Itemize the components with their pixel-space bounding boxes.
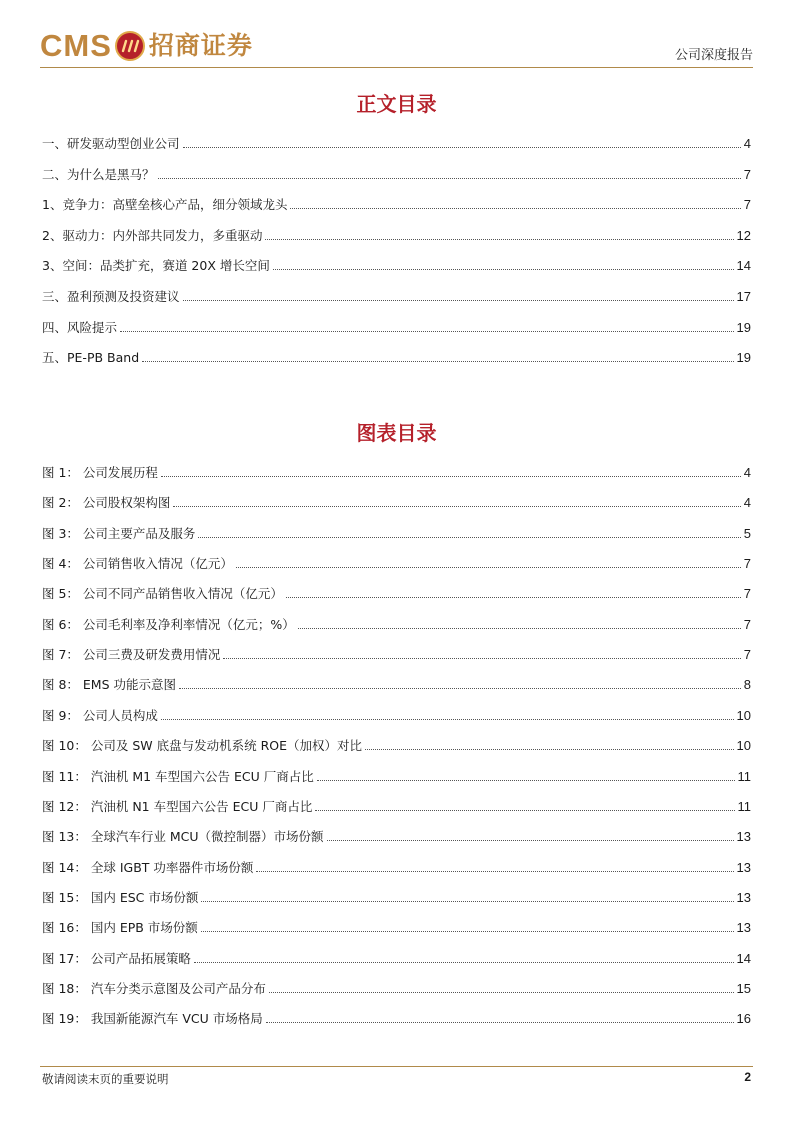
- figure-toc-entry[interactable]: [42, 1008, 751, 1028]
- figure-toc-entry-page: 10: [736, 707, 751, 723]
- figure-toc-entry[interactable]: [42, 766, 751, 786]
- figure-toc-entry-page: 13: [736, 889, 751, 905]
- text-toc-entry-page: 7: [743, 197, 751, 213]
- text-toc-entry[interactable]: [42, 286, 751, 306]
- logo-emblem-icon: [115, 31, 145, 61]
- figure-toc-entry[interactable]: [42, 705, 751, 725]
- figure-toc-entry-page: 4: [743, 465, 751, 480]
- text-toc-entry-page: 19: [736, 350, 751, 366]
- figure-toc-entry-page: 13: [736, 859, 751, 875]
- text-toc-entry-page: 4: [743, 136, 751, 151]
- text-toc-entry-page: 7: [743, 166, 751, 182]
- text-toc-entry-label: 四、风险提示: [42, 319, 118, 335]
- figure-toc-entry-label: 图 10： 公司及 SW 底盘与发动机系统 ROE（加权）对比: [42, 738, 362, 754]
- dot-leader: [315, 809, 734, 811]
- text-toc-entry[interactable]: [42, 133, 751, 153]
- text-toc-entry-label: 一、研发驱动型创业公司: [42, 136, 180, 151]
- dot-leader: [183, 146, 741, 148]
- figure-toc-entry-page: 7: [743, 647, 751, 663]
- dot-leader: [256, 870, 733, 872]
- text-toc-entry[interactable]: [42, 255, 751, 275]
- dot-leader: [298, 627, 741, 629]
- footer-disclaimer-note: 敬请阅读末页的重要说明: [42, 1072, 169, 1086]
- text-toc-entry-label: 3、空间：品类扩充，赛道 20X 增长空间: [42, 258, 270, 274]
- figure-toc-entry[interactable]: [42, 948, 751, 968]
- figure-toc-entry-page: 13: [736, 829, 751, 845]
- dot-leader: [236, 566, 741, 568]
- figure-toc-entry[interactable]: [42, 735, 751, 755]
- figure-toc-entry-label: 图 14： 全球 IGBT 功率器件市场份额: [42, 859, 254, 875]
- text-toc-entry-label: 五、PE-PB Band: [42, 350, 140, 366]
- text-toc-entry-page: 14: [736, 258, 751, 274]
- dot-leader: [286, 596, 741, 598]
- header-divider: [40, 67, 753, 68]
- figure-toc-entry-page: 7: [743, 616, 751, 632]
- page-header: [40, 24, 753, 68]
- logo-text-cn: 招商证券: [148, 31, 253, 60]
- figure-toc-entry-page: 15: [736, 980, 751, 996]
- dot-leader: [158, 177, 741, 179]
- figure-toc-entry-page: 4: [743, 495, 751, 511]
- dot-leader: [198, 536, 740, 538]
- dot-leader: [365, 748, 734, 750]
- figure-toc-entry[interactable]: [42, 492, 751, 512]
- figure-toc-entry-page: 10: [736, 738, 751, 754]
- figure-toc-entry[interactable]: [42, 978, 751, 998]
- figure-toc-entry[interactable]: [42, 583, 751, 603]
- figure-toc-title: 图表目录: [356, 421, 437, 445]
- dot-leader: [317, 779, 735, 781]
- figure-toc-entry-page: 7: [743, 556, 751, 572]
- figure-toc-entry-label: 图 18： 汽车分类示意图及公司产品分布: [42, 980, 266, 996]
- company-logo: [40, 28, 253, 64]
- figure-toc-entry[interactable]: [42, 614, 751, 634]
- dot-leader: [265, 238, 733, 240]
- dot-leader: [266, 1021, 734, 1023]
- dot-leader: [194, 961, 734, 963]
- figure-toc-entry-label: 图 8： EMS 功能示意图: [42, 677, 176, 693]
- figure-toc-entry-page: 7: [743, 586, 751, 602]
- figure-toc-entry[interactable]: [42, 462, 751, 482]
- figure-toc-entry[interactable]: [42, 674, 751, 694]
- figure-toc-entry-page: 16: [736, 1011, 751, 1027]
- figure-toc-entry-label: 图 6： 公司毛利率及净利率情况（亿元；%）: [42, 616, 295, 632]
- figure-toc-entry-label: 图 4： 公司销售收入情况（亿元）: [42, 556, 233, 572]
- figure-toc-entry-page: 8: [743, 677, 751, 693]
- figure-toc-entry-label: 图 13： 全球汽车行业 MCU（微控制器）市场份额: [42, 829, 324, 845]
- dot-leader: [120, 330, 734, 332]
- text-toc-entry[interactable]: [42, 164, 751, 184]
- figure-toc-entry-page: 13: [736, 920, 751, 936]
- footer-divider: [40, 1066, 753, 1067]
- dot-leader: [142, 360, 733, 362]
- text-toc-entry-page: 19: [736, 319, 751, 335]
- figure-toc-entry-label: 图 3： 公司主要产品及服务: [42, 525, 196, 541]
- text-toc-entry-label: 2、驱动力：内外部共同发力，多重驱动: [42, 227, 263, 243]
- figure-toc-entry-label: 图 15： 国内 ESC 市场份额: [42, 889, 199, 905]
- figure-toc-entry-label: 图 16： 国内 EPB 市场份额: [42, 920, 198, 936]
- figure-toc-entry-label: 图 2： 公司股权架构图: [42, 495, 171, 511]
- text-toc-title: 正文目录: [356, 92, 437, 116]
- report-type: 公司深度报告: [674, 48, 753, 63]
- text-toc-entry-page: 12: [736, 227, 751, 243]
- dot-leader: [327, 839, 734, 841]
- figure-toc-entry-label: 图 1： 公司发展历程: [42, 465, 158, 480]
- text-toc-entry[interactable]: [42, 194, 751, 214]
- dot-leader: [273, 268, 734, 270]
- figure-toc-entry-page: 14: [736, 950, 751, 966]
- dot-leader: [161, 718, 734, 720]
- logo-text-en: CMS: [40, 28, 112, 63]
- figure-toc-entry[interactable]: [42, 917, 751, 937]
- text-toc-entry[interactable]: [42, 317, 751, 337]
- figure-toc-entry[interactable]: [42, 887, 751, 907]
- figure-toc-entry-label: 图 17： 公司产品拓展策略: [42, 950, 191, 966]
- figure-toc-entry-page: 11: [737, 768, 751, 784]
- text-toc-entry-label: 三、盈利预测及投资建议: [42, 289, 180, 304]
- dot-leader: [201, 900, 733, 902]
- figure-toc-entry[interactable]: [42, 826, 751, 846]
- figure-toc-entry-label: 图 9： 公司人员构成: [42, 707, 158, 723]
- text-toc-entry-label: 1、竞争力：高壁垒核心产品，细分领域龙头: [42, 197, 288, 213]
- text-toc-entry-label: 二、为什么是黑马？: [42, 166, 155, 182]
- text-toc-entry-page: 17: [736, 289, 751, 304]
- figure-toc-entry[interactable]: [42, 644, 751, 664]
- figure-toc-entry[interactable]: [42, 523, 751, 543]
- dot-leader: [290, 207, 740, 209]
- text-toc-entry[interactable]: [42, 225, 751, 245]
- page-number: 2: [744, 1070, 751, 1084]
- figure-toc-entry-label: 图 5： 公司不同产品销售收入情况（亿元）: [42, 586, 283, 602]
- dot-leader: [183, 299, 734, 301]
- figure-toc-entry-label: 图 19： 我国新能源汽车 VCU 市场格局: [42, 1011, 263, 1027]
- figure-toc-entry-page: 5: [743, 525, 751, 541]
- dot-leader: [161, 475, 741, 477]
- dot-leader: [179, 687, 741, 689]
- figure-toc-entry[interactable]: [42, 796, 751, 816]
- dot-leader: [223, 657, 740, 659]
- figure-toc-entry[interactable]: [42, 857, 751, 877]
- figure-toc-entry-page: 11: [737, 798, 751, 814]
- figure-toc-entry-label: 图 11： 汽油机 M1 车型国六公告 ECU 厂商占比: [42, 768, 314, 784]
- figure-toc-entry-label: 图 12： 汽油机 N1 车型国六公告 ECU 厂商占比: [42, 798, 313, 814]
- figure-toc-entry-label: 图 7： 公司三费及研发费用情况: [42, 647, 221, 663]
- text-toc-entry[interactable]: [42, 347, 751, 367]
- figure-toc-entry[interactable]: [42, 553, 751, 573]
- dot-leader: [201, 930, 734, 932]
- dot-leader: [269, 991, 734, 993]
- dot-leader: [173, 505, 740, 507]
